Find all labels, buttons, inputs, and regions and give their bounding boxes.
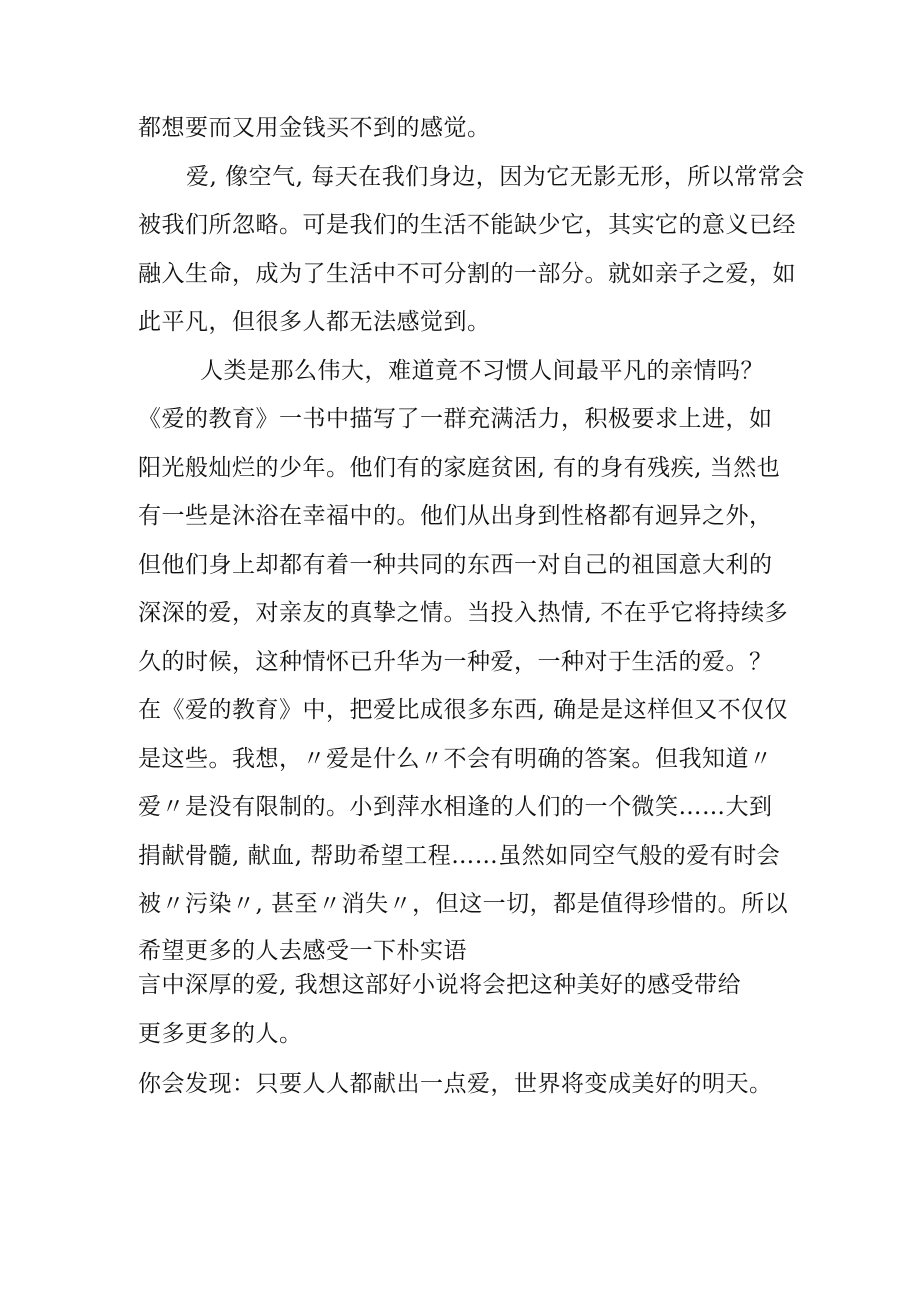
text-line: 此平凡，但很多人都无法感觉到。 <box>138 309 491 335</box>
text-line: 《爱的教育》一书中描写了一群充满活力，积极要求上进，如 <box>138 406 773 432</box>
text-line: 有一些是沐浴在幸福中的。他们从出身到性格都有迥异之外， <box>138 503 773 529</box>
text-line: 融入生命，成为了生活中不可分割的一部分。就如亲子之爱，如 <box>138 261 796 287</box>
text-line: 爱〃是没有限制的。小到萍水相逢的人们的一个微笑……大到 <box>138 794 773 820</box>
text-line: 久的时候，这种情怀已升华为一种爱，一种对于生活的爱。？ <box>138 649 773 675</box>
text-line: 被我们所忽略。可是我们的生活不能缺少它，其实它的意义已经 <box>138 212 796 238</box>
paragraph-start-line: 人类是那么伟大，难道竟不习惯人间最平凡的亲情吗？ <box>200 358 764 384</box>
text-line: 在《爱的教育》中，把爱比成很多东西, 确是是这样但又不仅仅 <box>138 697 789 723</box>
text-line: 更多更多的人。 <box>138 1021 303 1047</box>
text-line: 但他们身上却都有着一种共同的东西一对自己的祖国意大利的 <box>138 552 773 578</box>
text-line: 捐献骨髓, 献血, 帮助希望工程……虽然如同空气般的爱有时会 <box>138 843 781 869</box>
paragraph-start-line: 爱, 像空气, 每天在我们身边，因为它无影无形，所以常常会 <box>186 164 805 190</box>
text-line: 深深的爱，对亲友的真挚之情。当投入热情, 不在乎它将持续多 <box>138 600 789 626</box>
text-line: 被〃污染〃, 甚至〃消失〃，但这一切，都是值得珍惜的。所以 <box>138 891 789 917</box>
text-line: 希望更多的人去感受一下朴实语 <box>138 938 467 964</box>
text-line: 阳光般灿烂的少年。他们有的家庭贫困, 有的身有残疾, 当然也 <box>138 455 781 481</box>
text-line: 都想要而又用金钱买不到的感觉。 <box>138 115 491 141</box>
text-line: 是这些。我想，〃爱是什么〃不会有明确的答案。但我知道〃 <box>138 746 773 772</box>
closing-line: 你会发现：只要人人都献出一点爱，世界将变成美好的明天。 <box>138 1071 773 1097</box>
text-line: 言中深厚的爱, 我想这部好小说将会把这种美好的感受带给 <box>138 972 742 998</box>
